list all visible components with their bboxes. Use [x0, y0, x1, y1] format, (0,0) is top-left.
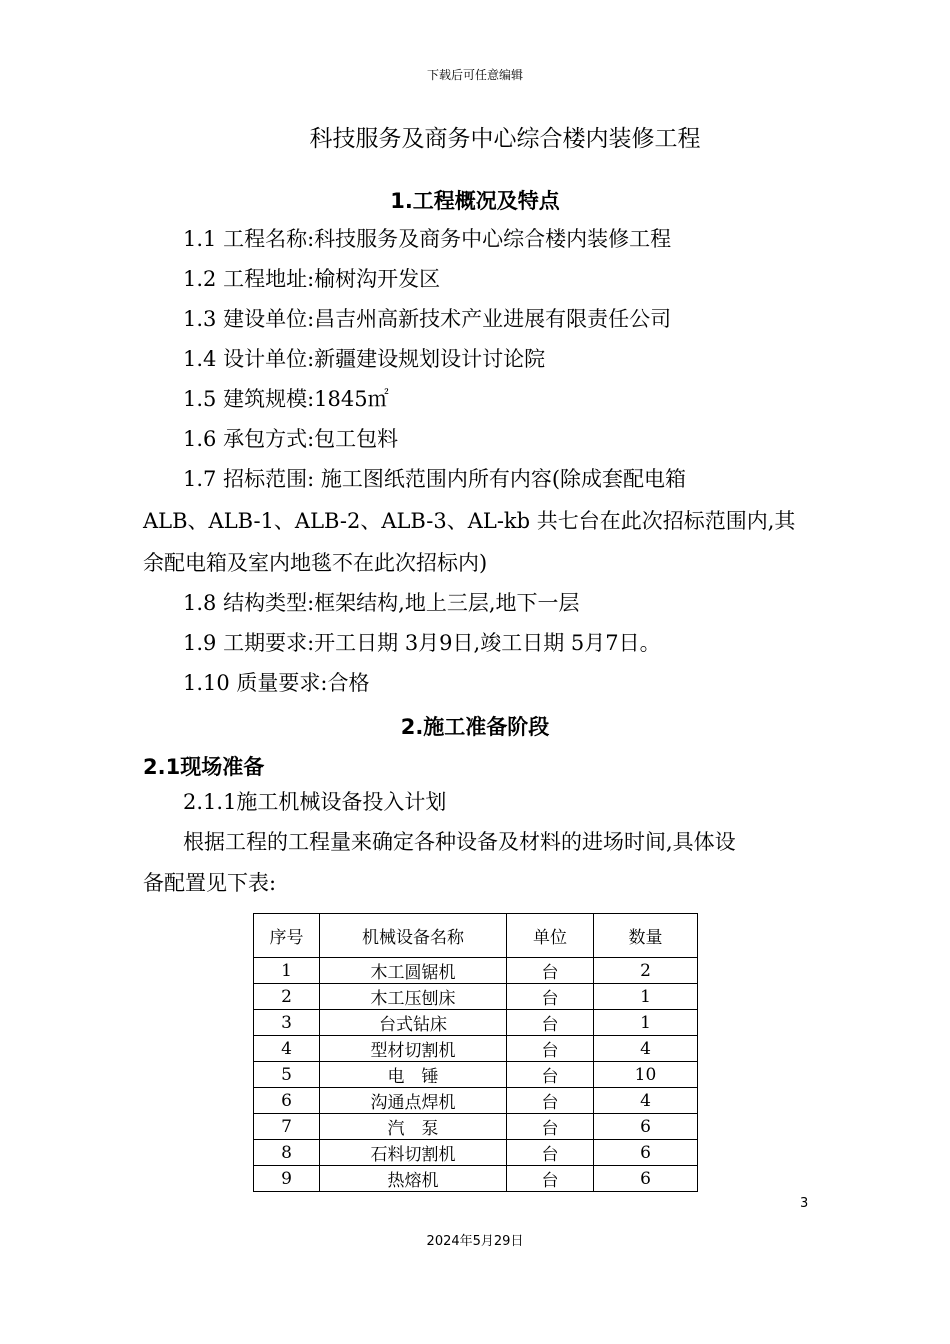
cell-equipment-name: 木工压刨床	[320, 984, 507, 1010]
table-row	[254, 1140, 698, 1166]
cell-quantity: 1	[594, 984, 698, 1010]
item-1-3: 1.3 建设单位:昌吉州高新技术产业进展有限责任公司	[183, 307, 672, 331]
item-1-7-line1: 1.7 招标范围: 施工图纸范围内所有内容(除成套配电箱	[183, 467, 687, 491]
section-2-heading: 2.施工准备阶段	[400, 715, 550, 739]
subsection-2-1-heading: 2.1现场准备	[143, 755, 265, 779]
item-1-7-line2: ALB、ALB-1、ALB-2、ALB-3、AL-kb 共七台在此次招标范围内,其	[143, 509, 796, 533]
footer-date: 2024年5月29日	[426, 1234, 524, 1249]
cell-index: 7	[254, 1114, 320, 1140]
item-1-5: 1.5 建筑规模:1845㎡	[183, 387, 389, 411]
header-index: 序号	[254, 914, 320, 958]
cell-equipment-name: 电 锤	[320, 1062, 507, 1088]
cell-unit: 台	[507, 1062, 594, 1088]
page-number: 3	[800, 1196, 809, 1211]
cell-quantity: 2	[594, 958, 698, 984]
cell-quantity: 6	[594, 1114, 698, 1140]
cell-unit: 台	[507, 1114, 594, 1140]
cell-unit: 台	[507, 1166, 594, 1192]
cell-unit: 台	[507, 1140, 594, 1166]
table-header-row	[254, 914, 698, 958]
cell-equipment-name: 台式钻床	[320, 1010, 507, 1036]
equipment-table	[253, 913, 698, 1192]
cell-equipment-name: 沟通点焊机	[320, 1088, 507, 1114]
paragraph-line2: 备配置见下表:	[143, 871, 277, 895]
cell-equipment-name: 木工圆锯机	[320, 958, 507, 984]
cell-quantity: 6	[594, 1166, 698, 1192]
table-row	[254, 1088, 698, 1114]
document-title: 科技服务及商务中心综合楼内装修工程	[309, 126, 701, 152]
item-1-9: 1.9 工期要求:开工日期 3月9日,竣工日期 5月7日。	[183, 631, 661, 655]
header-quantity: 数量	[594, 914, 698, 958]
item-1-8: 1.8 结构类型:框架结构,地上三层,地下一层	[183, 591, 580, 615]
header-unit: 单位	[507, 914, 594, 958]
cell-index: 1	[254, 958, 320, 984]
cell-equipment-name: 热熔机	[320, 1166, 507, 1192]
table-row	[254, 1036, 698, 1062]
cell-index: 3	[254, 1010, 320, 1036]
cell-index: 6	[254, 1088, 320, 1114]
cell-quantity: 4	[594, 1036, 698, 1062]
cell-index: 2	[254, 984, 320, 1010]
item-1-2: 1.2 工程地址:榆树沟开发区	[183, 267, 441, 291]
cell-index: 8	[254, 1140, 320, 1166]
paragraph-line1: 根据工程的工程量来确定各种设备及材料的进场时间,具体设	[183, 830, 736, 854]
cell-quantity: 4	[594, 1088, 698, 1114]
table-row	[254, 1166, 698, 1192]
cell-equipment-name: 型材切割机	[320, 1036, 507, 1062]
cell-quantity: 1	[594, 1010, 698, 1036]
cell-unit: 台	[507, 1088, 594, 1114]
cell-index: 5	[254, 1062, 320, 1088]
section-1-heading: 1.工程概况及特点	[390, 189, 560, 213]
cell-unit: 台	[507, 1010, 594, 1036]
item-1-7-line3: 余配电箱及室内地毯不在此次招标内)	[143, 551, 488, 575]
table-row	[254, 1114, 698, 1140]
cell-equipment-name: 石料切割机	[320, 1140, 507, 1166]
cell-equipment-name: 汽 泵	[320, 1114, 507, 1140]
item-1-10: 1.10 质量要求:合格	[183, 671, 370, 695]
header-note: 下载后可任意编辑	[426, 68, 523, 82]
cell-index: 4	[254, 1036, 320, 1062]
cell-unit: 台	[507, 1036, 594, 1062]
table-row	[254, 1062, 698, 1088]
item-1-4: 1.4 设计单位:新疆建设规划设计讨论院	[183, 347, 546, 371]
cell-quantity: 10	[594, 1062, 698, 1088]
item-1-6: 1.6 承包方式:包工包料	[183, 427, 399, 451]
header-equipment-name: 机械设备名称	[320, 914, 507, 958]
table-row	[254, 958, 698, 984]
cell-unit: 台	[507, 984, 594, 1010]
cell-unit: 台	[507, 958, 594, 984]
cell-quantity: 6	[594, 1140, 698, 1166]
cell-index: 9	[254, 1166, 320, 1192]
table-row	[254, 1010, 698, 1036]
item-1-1: 1.1 工程名称:科技服务及商务中心综合楼内装修工程	[183, 227, 672, 251]
table-row	[254, 984, 698, 1010]
subsection-2-1-1-heading: 2.1.1施工机械设备投入计划	[183, 790, 447, 814]
